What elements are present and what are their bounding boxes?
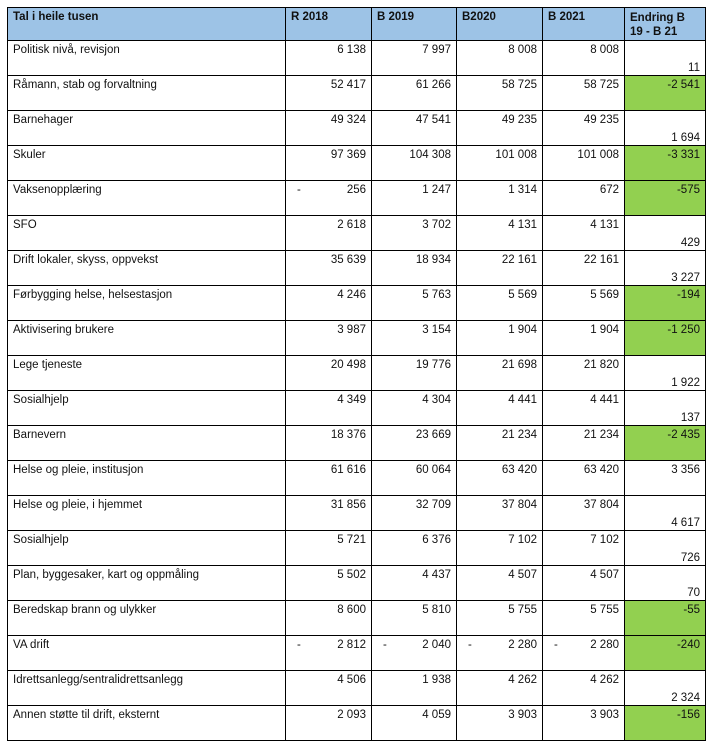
row-label: Sosialhjelp xyxy=(8,391,286,426)
table-row xyxy=(8,181,706,216)
negative-sign: - xyxy=(297,639,301,651)
header-label: Tal i heile tusen xyxy=(8,8,286,41)
cell-b2019: 1 247 xyxy=(372,181,457,216)
cell-endring: 137 xyxy=(625,391,706,426)
cell-b2019: 104 308 xyxy=(372,146,457,181)
cell-value: 2 040 xyxy=(422,639,451,651)
cell-value: 2 280 xyxy=(508,639,537,651)
cell-endring: -1 250 xyxy=(625,321,706,356)
cell-endring: -2 541 xyxy=(625,76,706,111)
row-label: Helse og pleie, i hjemmet xyxy=(8,496,286,531)
cell-b2021: 101 008 xyxy=(543,146,625,181)
cell-b2019: 6 376 xyxy=(372,531,457,566)
header-b2021: B 2021 xyxy=(543,8,625,41)
cell-b2021: 58 725 xyxy=(543,76,625,111)
cell-b2020: 22 161 xyxy=(457,251,543,286)
cell-value: 256 xyxy=(346,184,366,196)
header-r2018: R 2018 xyxy=(286,8,372,41)
negative-sign: - xyxy=(468,639,472,651)
cell-b2020: 37 804 xyxy=(457,496,543,531)
cell-endring: -240 xyxy=(625,636,706,671)
cell-b2019 xyxy=(372,636,457,671)
cell-r2018: 4 349 xyxy=(286,391,372,426)
cell-b2020: 4 131 xyxy=(457,216,543,251)
cell-value: 2 280 xyxy=(590,639,619,651)
cell-b2019: 32 709 xyxy=(372,496,457,531)
cell-b2020 xyxy=(457,636,543,671)
table-row xyxy=(8,356,706,391)
cell-b2019: 18 934 xyxy=(372,251,457,286)
table-row xyxy=(8,41,706,76)
cell-r2018: 52 417 xyxy=(286,76,372,111)
cell-b2020: 5 569 xyxy=(457,286,543,321)
cell-b2021: 49 235 xyxy=(543,111,625,146)
row-label: Førbygging helse, helsestasjon xyxy=(8,286,286,321)
table-body xyxy=(8,41,706,741)
table-row xyxy=(8,391,706,426)
negative-sign: - xyxy=(383,639,387,651)
cell-b2019: 1 938 xyxy=(372,671,457,706)
row-label: Helse og pleie, institusjon xyxy=(8,461,286,496)
cell-b2020: 1 314 xyxy=(457,181,543,216)
cell-b2021: 5 755 xyxy=(543,601,625,636)
cell-b2020: 58 725 xyxy=(457,76,543,111)
cell-r2018 xyxy=(286,181,372,216)
cell-r2018: 61 616 xyxy=(286,461,372,496)
cell-b2020: 21 234 xyxy=(457,426,543,461)
cell-endring: -194 xyxy=(625,286,706,321)
row-label: Råmann, stab og forvaltning xyxy=(8,76,286,111)
cell-b2020: 63 420 xyxy=(457,461,543,496)
table-row xyxy=(8,671,706,706)
table-row xyxy=(8,531,706,566)
cell-r2018: 2 093 xyxy=(286,706,372,741)
row-label: Beredskap brann og ulykker xyxy=(8,601,286,636)
cell-b2019: 23 669 xyxy=(372,426,457,461)
cell-b2021: 22 161 xyxy=(543,251,625,286)
cell-b2019: 60 064 xyxy=(372,461,457,496)
cell-b2021: 7 102 xyxy=(543,531,625,566)
cell-value: 2 812 xyxy=(337,639,366,651)
header-b2019: B 2019 xyxy=(372,8,457,41)
cell-b2020: 21 698 xyxy=(457,356,543,391)
cell-endring: 3 356 xyxy=(625,461,706,496)
cell-b2021: 21 234 xyxy=(543,426,625,461)
cell-r2018: 20 498 xyxy=(286,356,372,391)
cell-b2021: 4 131 xyxy=(543,216,625,251)
cell-b2020: 5 755 xyxy=(457,601,543,636)
cell-b2019: 7 997 xyxy=(372,41,457,76)
cell-b2021: 63 420 xyxy=(543,461,625,496)
table-row xyxy=(8,76,706,111)
cell-r2018: 5 502 xyxy=(286,566,372,601)
cell-b2021: 8 008 xyxy=(543,41,625,76)
cell-b2019: 19 776 xyxy=(372,356,457,391)
cell-b2019: 4 437 xyxy=(372,566,457,601)
row-label: Annen støtte til drift, eksternt xyxy=(8,706,286,741)
cell-r2018: 35 639 xyxy=(286,251,372,286)
cell-r2018: 3 987 xyxy=(286,321,372,356)
row-label: Drift lokaler, skyss, oppvekst xyxy=(8,251,286,286)
cell-b2020: 3 903 xyxy=(457,706,543,741)
header-row xyxy=(8,8,706,41)
cell-endring: 726 xyxy=(625,531,706,566)
cell-endring: 1 922 xyxy=(625,356,706,391)
cell-b2020: 4 441 xyxy=(457,391,543,426)
cell-r2018: 4 506 xyxy=(286,671,372,706)
cell-b2020: 1 904 xyxy=(457,321,543,356)
cell-b2019: 5 763 xyxy=(372,286,457,321)
row-label: Barnevern xyxy=(8,426,286,461)
row-label: SFO xyxy=(8,216,286,251)
cell-b2019: 61 266 xyxy=(372,76,457,111)
cell-b2021: 4 441 xyxy=(543,391,625,426)
cell-endring: -575 xyxy=(625,181,706,216)
cell-b2020: 7 102 xyxy=(457,531,543,566)
cell-r2018: 4 246 xyxy=(286,286,372,321)
cell-r2018: 97 369 xyxy=(286,146,372,181)
table-row xyxy=(8,251,706,286)
cell-b2019: 4 059 xyxy=(372,706,457,741)
table-row xyxy=(8,636,706,671)
table-row xyxy=(8,706,706,741)
cell-endring: -55 xyxy=(625,601,706,636)
cell-b2020: 4 262 xyxy=(457,671,543,706)
cell-endring: 429 xyxy=(625,216,706,251)
cell-b2021: 4 262 xyxy=(543,671,625,706)
cell-b2019: 4 304 xyxy=(372,391,457,426)
table-row xyxy=(8,146,706,181)
row-label: Lege tjeneste xyxy=(8,356,286,391)
header-b2020: B2020 xyxy=(457,8,543,41)
table-row xyxy=(8,216,706,251)
cell-r2018: 6 138 xyxy=(286,41,372,76)
row-label: Barnehager xyxy=(8,111,286,146)
cell-b2021 xyxy=(543,636,625,671)
cell-endring: -2 435 xyxy=(625,426,706,461)
cell-b2021: 4 507 xyxy=(543,566,625,601)
row-label: Skuler xyxy=(8,146,286,181)
cell-b2019: 3 702 xyxy=(372,216,457,251)
cell-b2020: 8 008 xyxy=(457,41,543,76)
cell-b2019: 47 541 xyxy=(372,111,457,146)
negative-sign: - xyxy=(297,184,301,196)
cell-r2018: 49 324 xyxy=(286,111,372,146)
cell-endring: 1 694 xyxy=(625,111,706,146)
cell-r2018: 5 721 xyxy=(286,531,372,566)
row-label: Plan, byggesaker, kart og oppmåling xyxy=(8,566,286,601)
row-label: Vaksenopplæring xyxy=(8,181,286,216)
cell-b2021: 21 820 xyxy=(543,356,625,391)
row-label: Idrettsanlegg/sentralidrettsanlegg xyxy=(8,671,286,706)
row-label: Sosialhjelp xyxy=(8,531,286,566)
table-row xyxy=(8,426,706,461)
table-row xyxy=(8,111,706,146)
cell-b2021: 37 804 xyxy=(543,496,625,531)
budget-table-container xyxy=(7,7,705,721)
table-row xyxy=(8,286,706,321)
cell-b2020: 49 235 xyxy=(457,111,543,146)
row-label: Aktivisering brukere xyxy=(8,321,286,356)
cell-b2021: 3 903 xyxy=(543,706,625,741)
cell-endring: 4 617 xyxy=(625,496,706,531)
budget-table xyxy=(7,7,706,741)
table-row xyxy=(8,496,706,531)
cell-endring: -3 331 xyxy=(625,146,706,181)
table-row xyxy=(8,461,706,496)
cell-r2018: 2 618 xyxy=(286,216,372,251)
cell-b2021: 672 xyxy=(543,181,625,216)
cell-b2019: 5 810 xyxy=(372,601,457,636)
cell-b2021: 1 904 xyxy=(543,321,625,356)
cell-b2020: 4 507 xyxy=(457,566,543,601)
cell-r2018: 31 856 xyxy=(286,496,372,531)
cell-endring: 3 227 xyxy=(625,251,706,286)
cell-r2018 xyxy=(286,636,372,671)
negative-sign: - xyxy=(554,639,558,651)
table-row xyxy=(8,601,706,636)
cell-endring: 70 xyxy=(625,566,706,601)
cell-endring: -156 xyxy=(625,706,706,741)
table-row xyxy=(8,566,706,601)
row-label: VA drift xyxy=(8,636,286,671)
cell-b2019: 3 154 xyxy=(372,321,457,356)
cell-endring: 2 324 xyxy=(625,671,706,706)
cell-r2018: 8 600 xyxy=(286,601,372,636)
cell-b2020: 101 008 xyxy=(457,146,543,181)
cell-endring: 11 xyxy=(625,41,706,76)
row-label: Politisk nivå, revisjon xyxy=(8,41,286,76)
header-endring: Endring B 19 - B 21 xyxy=(625,8,706,41)
cell-r2018: 18 376 xyxy=(286,426,372,461)
table-row xyxy=(8,321,706,356)
cell-b2021: 5 569 xyxy=(543,286,625,321)
